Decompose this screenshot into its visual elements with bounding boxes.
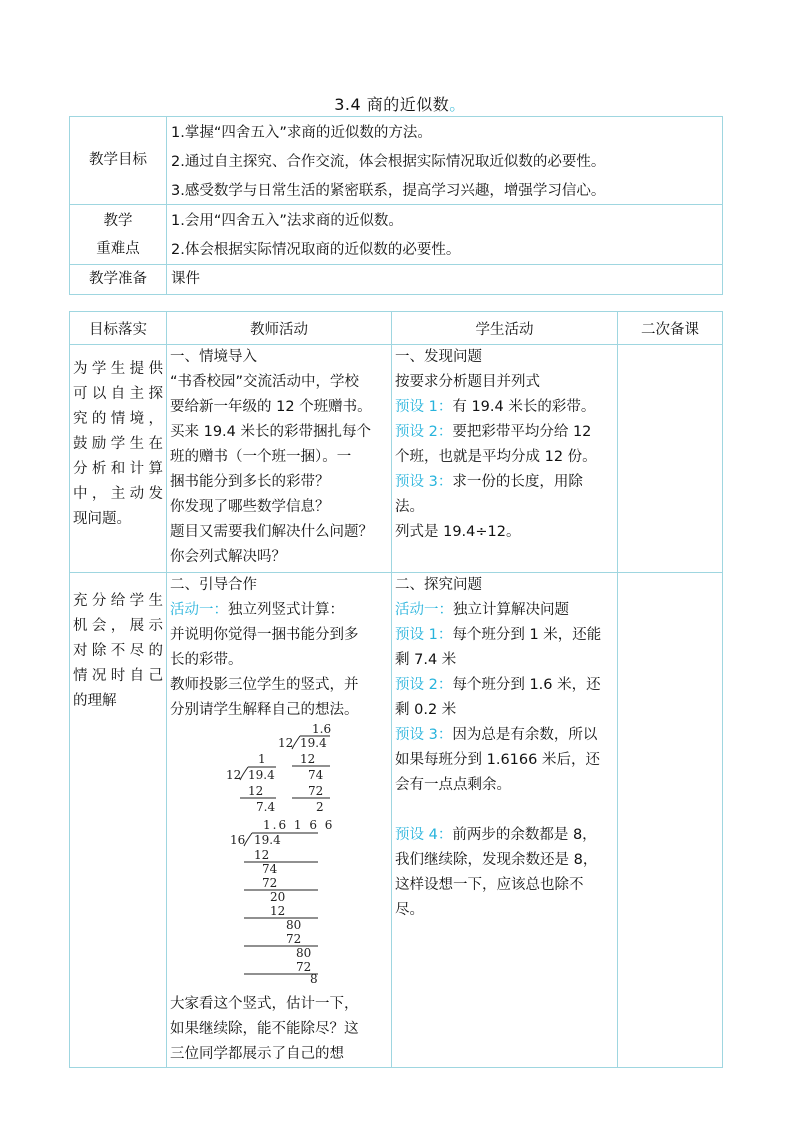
div-c-divisor: 16: [230, 833, 246, 847]
activity-text: 独立计算解决问题: [453, 602, 569, 618]
div-c-step: 72: [296, 960, 312, 974]
student-activity-1: [395, 598, 614, 623]
preset-3: [395, 723, 614, 748]
activities-table: [69, 311, 723, 1068]
key-points-label-line: 重难点: [96, 240, 140, 257]
div-b-step: 12: [300, 752, 316, 766]
activity-tag: 活动一：: [170, 602, 228, 618]
division-b: [278, 723, 331, 814]
div-c-step: 20: [270, 890, 286, 904]
section2-student: [392, 573, 618, 1068]
div-a-dividend: 19.4: [248, 768, 275, 782]
student-heading: 一、发现问题: [395, 349, 482, 365]
teacher-line: 大家看这个竖式，估计一下，: [170, 996, 359, 1012]
goal-line: 究的情境，: [73, 411, 163, 427]
key-points-label-line: 教学: [103, 212, 133, 229]
objectives-label: 教学目标: [70, 117, 167, 205]
key-point-line: 2.体会根据实际情况取商的近似数的必要性。: [171, 242, 461, 258]
objectives-table: [69, 116, 723, 295]
header-goal: 目标落实: [70, 312, 167, 345]
teacher-line: 如果继续除，能不能除尽？这: [170, 1021, 359, 1037]
preset-4: [395, 823, 614, 848]
preset-text: 每个班分到 1.6 米，还: [452, 677, 601, 693]
teacher-line: 题目又需要我们解决什么问题？: [170, 524, 373, 540]
title-text: 3.4 商的近似数: [334, 95, 450, 114]
goal-line: 现问题。: [73, 511, 131, 527]
div-b-quotient: 1.6: [312, 723, 332, 736]
preset-1: [395, 395, 614, 420]
header-student: 学生活动: [392, 312, 618, 345]
section1-teacher: [167, 345, 392, 573]
header-revision: 二次备课: [618, 312, 723, 345]
table-row: [70, 117, 723, 205]
formula-line: 列式是 19.4÷12。: [395, 524, 521, 540]
section2-goal: [70, 573, 167, 1068]
table-row: [70, 573, 723, 1068]
preset-text: 这样设想一下，应该总也除不: [395, 877, 584, 893]
objective-line: 2.通过自主探究、合作交流，体会根据实际情况取近似数的必要性。: [171, 154, 606, 170]
div-b-step: 74: [308, 768, 324, 782]
preset-text: 前两步的余数都是 8，: [452, 827, 597, 843]
div-c-dividend: 19.4: [254, 833, 281, 847]
key-points-label: [70, 205, 167, 265]
goal-line: 充分给学生: [73, 593, 163, 609]
table-row: [70, 265, 723, 295]
table-row: [70, 345, 723, 573]
div-c-quotient: 1.6 1 6 6: [263, 818, 335, 832]
preset-tag: 预设 1：: [395, 399, 453, 415]
division-a: [226, 752, 276, 814]
preparation-content: 课件: [167, 265, 723, 295]
teacher-line: 并说明你觉得一捆书能分到多: [170, 627, 359, 643]
preset-text: 剩 0.2 米: [395, 702, 457, 718]
division-c: [230, 818, 334, 983]
teacher-line: 你发现了哪些数学信息？: [170, 499, 330, 515]
preset-tag: 预设 2：: [395, 424, 453, 440]
goal-line: 可以自主探: [73, 386, 163, 402]
student-line: 按要求分析题目并列式: [395, 374, 540, 390]
div-a-step: 7.4: [256, 800, 276, 814]
objective-line: 3.感受数学与日常生活的紧密联系，提高学习兴趣，增强学习信心。: [171, 183, 606, 199]
section2-revision: [618, 573, 723, 1068]
key-points-content: [167, 205, 723, 265]
div-c-step: 80: [296, 946, 312, 960]
div-a-step: 12: [248, 784, 264, 798]
preset-2: [395, 420, 614, 445]
preset-text: 个班，也就是平均分成 12 份。: [395, 449, 597, 465]
header-row: [70, 312, 723, 345]
teacher-heading: 一、情境导入: [170, 349, 257, 365]
div-b-step: 2: [316, 800, 324, 814]
teacher-line: 要给新一年级的 12 个班赠书。: [170, 399, 372, 415]
teacher-line: 分别请学生解释自己的想法。: [170, 702, 359, 718]
table-row: [70, 205, 723, 265]
goal-line: 情况时自己: [73, 668, 163, 684]
preparation-label: 教学准备: [70, 265, 167, 295]
preset-text: 会有一点点剩余。: [395, 777, 511, 793]
goal-line: 鼓励学生在: [73, 436, 163, 452]
preset-tag: 预设 4：: [395, 827, 453, 843]
preset-text: 剩 7.4 米: [395, 652, 457, 668]
activity-tag: 活动一：: [395, 602, 453, 618]
student-heading: 二、探究问题: [395, 577, 482, 593]
teacher-line: 班的赠书（一个班一捆）。一: [170, 449, 352, 465]
preset-tag: 预设 3：: [395, 727, 453, 743]
goal-line: 为学生提供: [73, 361, 163, 377]
preset-text: 如果每班分到 1.6166 米后，还: [395, 752, 600, 768]
activity-1: [170, 598, 388, 623]
header-teacher: 教师活动: [167, 312, 392, 345]
div-c-step: 72: [262, 876, 278, 890]
div-c-step: 12: [254, 848, 270, 862]
preset-tag: 预设 1：: [395, 627, 453, 643]
preset-text: 求一份的长度，用除: [452, 474, 583, 490]
teacher-heading: 二、引导合作: [170, 577, 257, 593]
preset-tag: 预设 2：: [395, 677, 453, 693]
div-c-step: 12: [270, 904, 286, 918]
activity-text: 独立列竖式计算：: [228, 602, 344, 618]
goal-line: 机会，展示: [73, 618, 163, 634]
title-dot: 。: [449, 95, 466, 114]
preset-text: 每个班分到 1 米，还能: [452, 627, 602, 643]
goal-line: 分析和计算: [73, 461, 163, 477]
div-a-divisor: 12: [226, 768, 242, 782]
section1-student: [392, 345, 618, 573]
preset-1: [395, 623, 614, 648]
spacer: [395, 798, 614, 823]
teacher-line: 长的彩带。: [170, 652, 243, 668]
objectives-content: [167, 117, 723, 205]
preset-2: [395, 673, 614, 698]
teacher-line: 你会列式解决吗？: [170, 549, 286, 565]
preset-text: 要把彩带平均分给 12: [452, 424, 592, 440]
preset-text: 尽。: [395, 902, 424, 918]
div-b-step: 72: [308, 784, 324, 798]
preset-3: [395, 470, 614, 495]
div-c-step: 74: [262, 862, 278, 876]
page-title: [0, 92, 800, 115]
div-b-dividend: 19.4: [300, 736, 327, 750]
div-c-step: 80: [286, 918, 302, 932]
key-point-line: 1.会用“四舍五入”法求商的近似数。: [171, 213, 403, 229]
teacher-line: “书香校园”交流活动中，学校: [170, 374, 360, 390]
goal-line: 中，主动发: [73, 486, 163, 502]
goal-line: 的理解: [73, 693, 117, 709]
preset-tag: 预设 3：: [395, 474, 453, 490]
objective-line: 1.掌握“四舍五入”求商的近似数的方法。: [171, 125, 432, 141]
long-division-figures: [170, 723, 388, 983]
section1-revision: [618, 345, 723, 573]
div-b-divisor: 12: [278, 736, 294, 750]
section2-teacher: [167, 573, 392, 1068]
div-a-quotient: 1: [258, 752, 266, 766]
preset-text: 有 19.4 米长的彩带。: [452, 399, 596, 415]
div-c-step: 72: [286, 932, 302, 946]
teacher-line: 买来 19.4 米长的彩带捆扎每个: [170, 424, 372, 440]
teacher-line: 捆书能分到多长的彩带？: [170, 474, 330, 490]
section1-goal: [70, 345, 167, 573]
preset-text: 法。: [395, 499, 424, 515]
teacher-line: 教师投影三位学生的竖式，并: [170, 677, 359, 693]
div-c-step: 8: [310, 972, 318, 983]
preset-text: 因为总是有余数，所以: [452, 727, 598, 743]
goal-line: 对除不尽的: [73, 643, 163, 659]
preset-text: 我们继续除，发现余数还是 8，: [395, 852, 598, 868]
teacher-line: 三位同学都展示了自己的想: [170, 1046, 344, 1062]
